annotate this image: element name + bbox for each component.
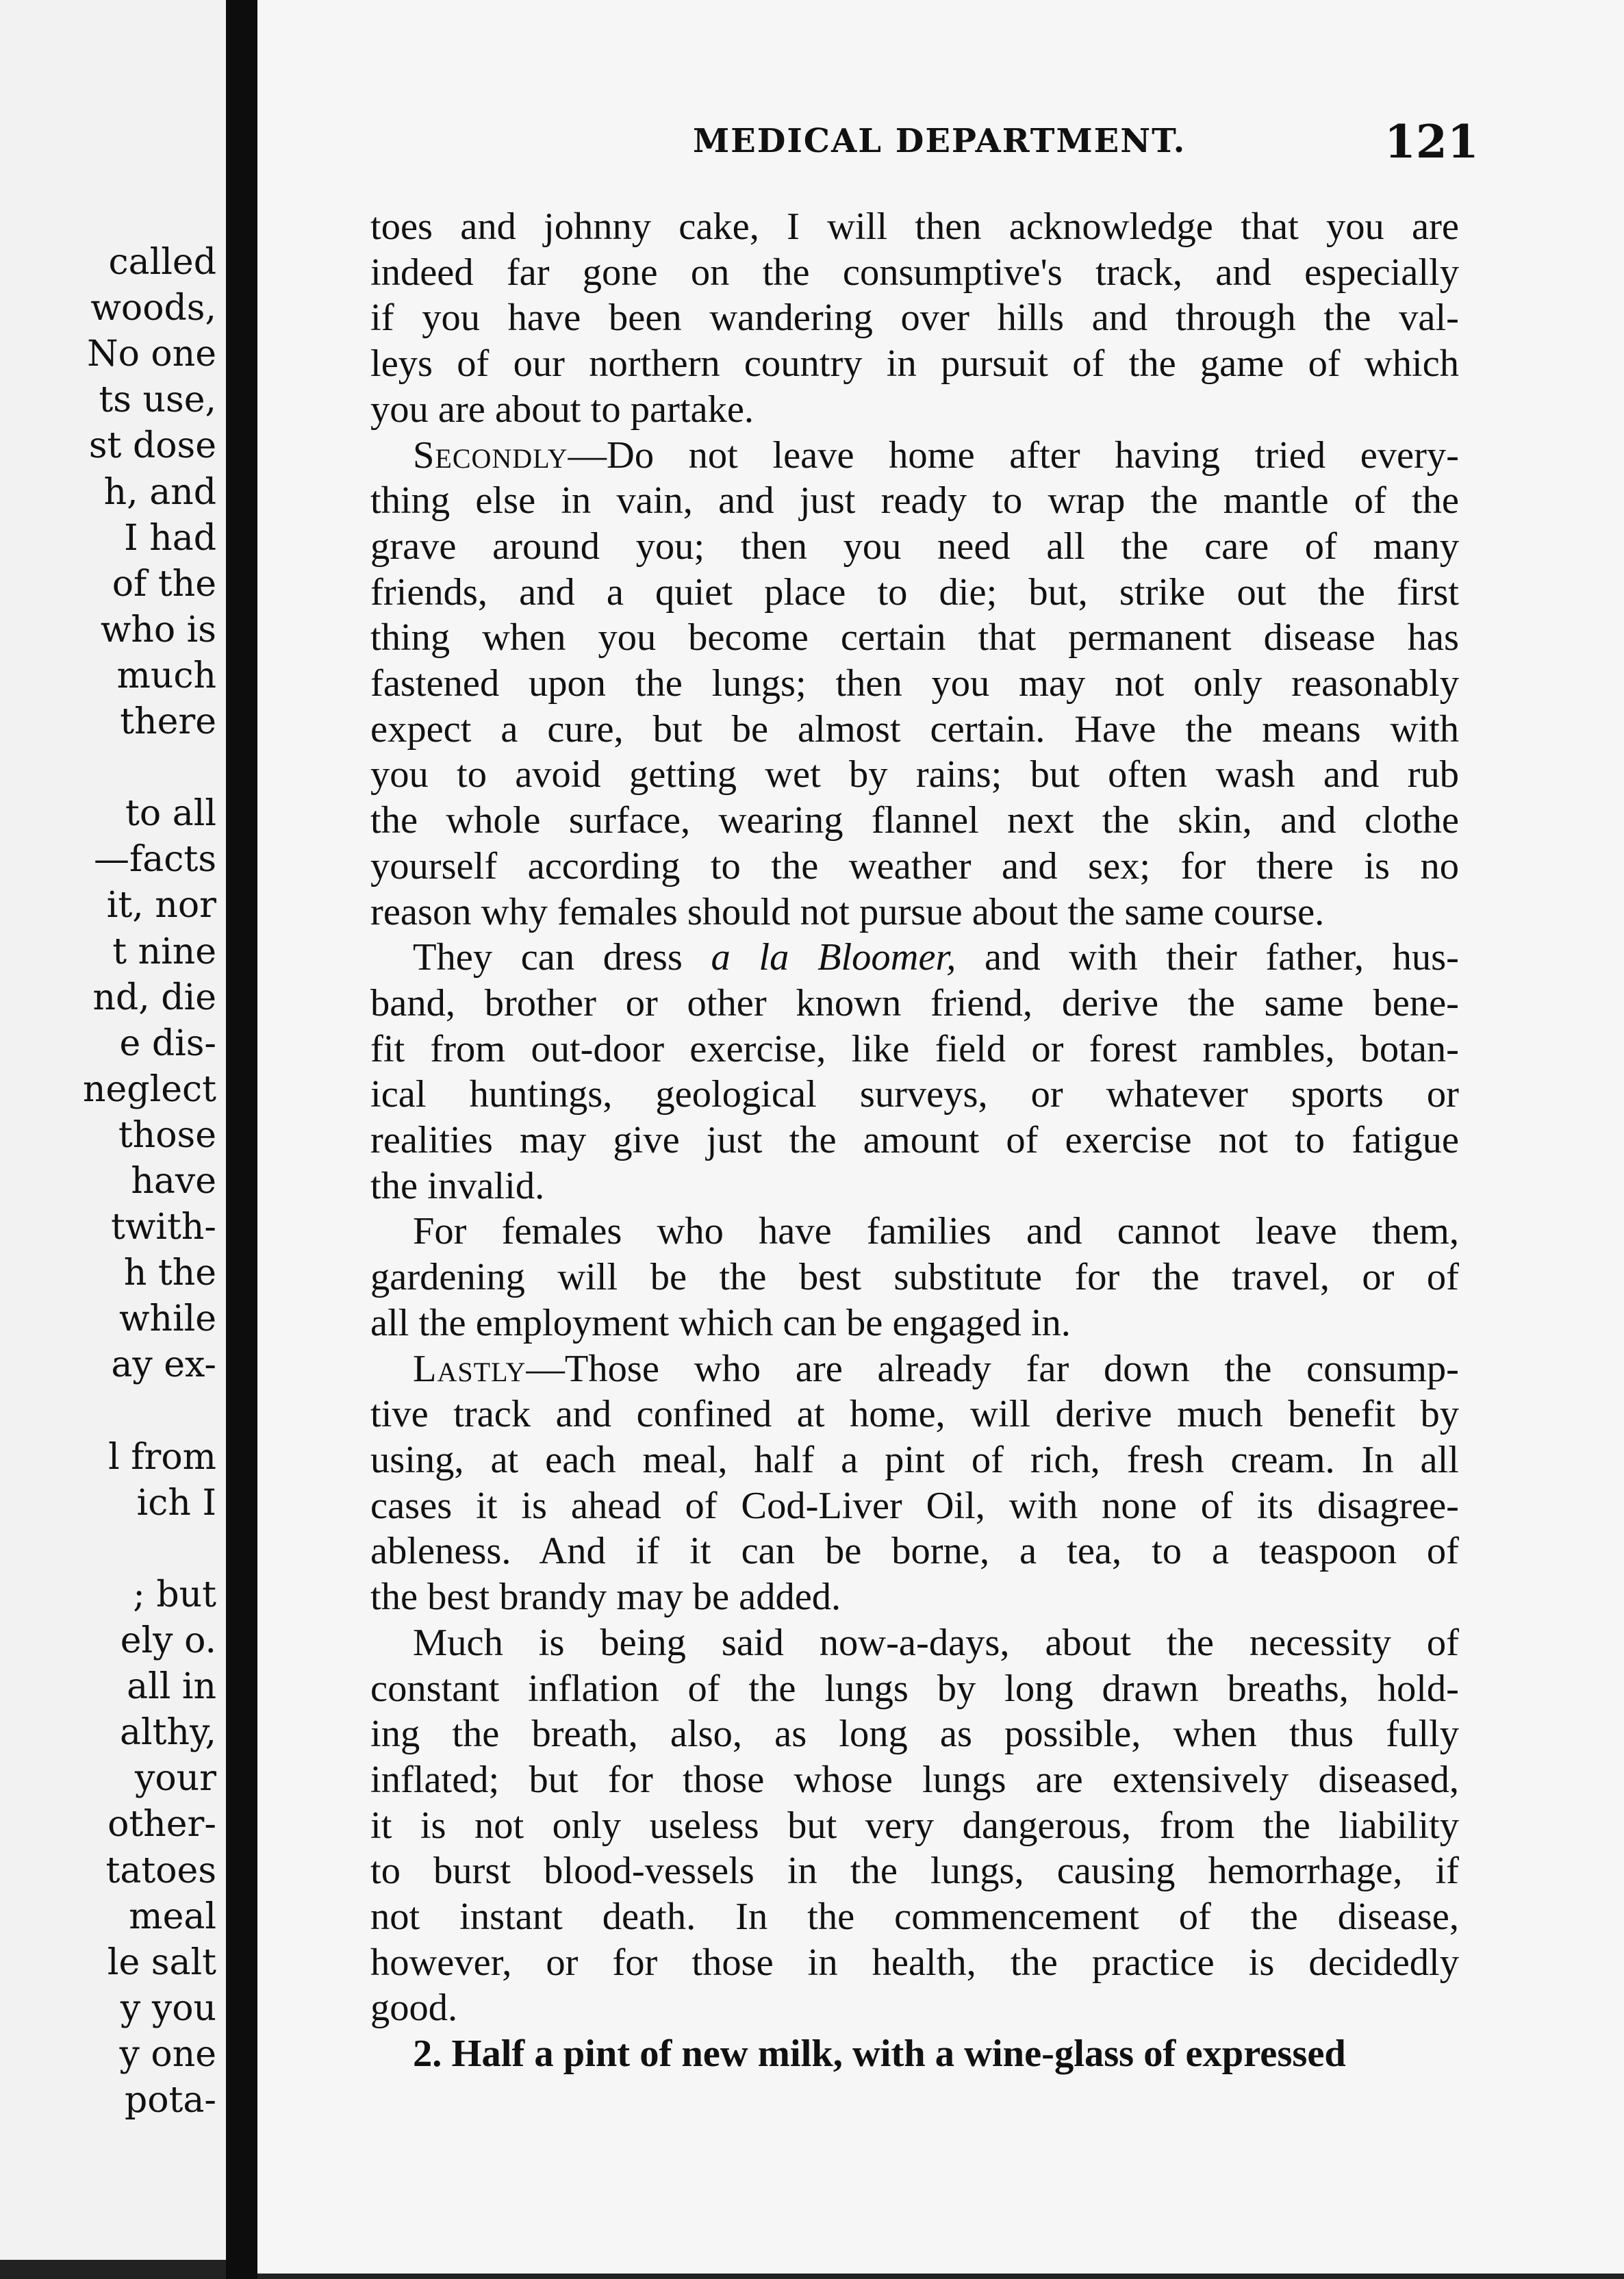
text-line	[370, 1985, 1459, 2031]
left-page-fragment: h the	[123, 1252, 216, 1294]
text-line	[370, 1163, 1459, 1209]
text-line	[370, 295, 1459, 341]
text-line	[370, 1848, 1459, 1894]
line-text: For females who have families and cannot leave them,	[413, 1210, 1459, 1253]
line-text: expect a cure, but be almost certain. Have the means with	[370, 707, 1459, 751]
running-header: MEDICAL DEPARTMENT.	[693, 122, 1187, 160]
text-line	[370, 1072, 1459, 1118]
line-text: ing the breath, also, as long as possible, when thus fully	[370, 1713, 1459, 1756]
line-text: 2. Half a pint of new milk, with a wine-glass of expressed	[413, 2032, 1346, 2076]
book-gutter	[226, 0, 257, 2279]
left-page-fragment: y one	[119, 2033, 216, 2075]
text-line	[370, 570, 1459, 616]
text-line	[370, 1940, 1459, 1986]
line-text: constant inflation of the lungs by long drawn breaths, hold-	[370, 1667, 1459, 1710]
text-line	[370, 433, 1459, 479]
text-line	[370, 890, 1459, 935]
text-line	[370, 1300, 1459, 1346]
text-line	[370, 2031, 1459, 2077]
text-line	[370, 341, 1459, 387]
line-text: —Those who are already far down the consump-	[526, 1347, 1459, 1390]
text-line	[370, 1894, 1459, 1940]
left-page-fragment: to all	[125, 793, 216, 835]
line-text: realities may give just the amount of exercise not to fatigue	[370, 1119, 1459, 1162]
left-page-fragment: it, nor	[106, 885, 216, 927]
text-line	[370, 1620, 1459, 1666]
text-line	[370, 844, 1459, 890]
text-line	[370, 1483, 1459, 1529]
text-line	[370, 707, 1459, 753]
line-text: the whole surface, wearing flannel next the skin, and clothe	[370, 799, 1459, 842]
left-page-fragment: called	[108, 242, 216, 283]
left-page-fragment: pota-	[124, 2080, 216, 2121]
text-line	[370, 1437, 1459, 1483]
text-line	[370, 1346, 1459, 1392]
line-text: to burst blood-vessels in the lungs, causing hemorrhage, if	[370, 1850, 1459, 1893]
text-line	[370, 1666, 1459, 1712]
line-text: fastened upon the lungs; then you may not only reasonably	[370, 662, 1459, 705]
line-text: not instant death. In the commencement of the disease,	[370, 1896, 1459, 1939]
text-line	[370, 661, 1459, 707]
line-text: —Do not leave home after having tried every-	[568, 433, 1459, 477]
line-text: Much is being said now-a-days, about the necessity of	[413, 1621, 1459, 1664]
line-text: band, brother or other known friend, derive the same bene-	[370, 981, 1459, 1024]
line-text: fit from out-door exercise, like field or forest rambles, botan-	[370, 1027, 1459, 1070]
line-text: and with their father, hus-	[956, 936, 1459, 979]
text-line	[370, 1528, 1459, 1574]
left-page-fragment: twith-	[111, 1207, 216, 1248]
left-page-fragment: tatoes	[105, 1850, 216, 1891]
text-line	[370, 981, 1459, 1027]
text-line	[370, 524, 1459, 570]
left-page-fragment: y you	[120, 1987, 216, 2029]
line-text: inflated; but for those whose lungs are extensively diseased,	[370, 1758, 1459, 1801]
line-text: leys of our northern country in pursuit of the game of which	[370, 342, 1459, 386]
line-text: the best brandy may be added.	[370, 1576, 841, 1619]
left-page-fragment: ; but	[133, 1574, 216, 1615]
line-text: the invalid.	[370, 1164, 545, 1207]
left-page-fragment: nd, die	[92, 977, 216, 1018]
text-line	[370, 1574, 1459, 1620]
text-line	[370, 615, 1459, 661]
line-text: you are about to partake.	[370, 388, 754, 431]
left-page-fragment: neglect	[83, 1068, 216, 1110]
text-line	[370, 1209, 1459, 1255]
line-text: using, at each meal, half a pint of rich, fresh cream. In all	[370, 1438, 1459, 1481]
text-line	[370, 1255, 1459, 1300]
line-text: however, or for those in health, the practice is decidedly	[370, 1941, 1459, 1984]
text-line	[370, 1803, 1459, 1849]
left-page-fragment: ay ex-	[111, 1344, 216, 1386]
line-text: tive track and confined at home, will derive much benefit by	[370, 1393, 1459, 1436]
text-line	[370, 935, 1459, 981]
line-prefix: They can dress	[413, 936, 711, 979]
left-page-fragment: ts use,	[99, 379, 216, 421]
text-line	[370, 1027, 1459, 1072]
text-line	[370, 798, 1459, 844]
left-page-fragment: e dis-	[119, 1022, 216, 1064]
line-text: indeed far gone on the consumptive's track, and especially	[370, 251, 1459, 294]
left-page-fragment: of the	[112, 563, 216, 605]
line-text: grave around you; then you need all the care of many	[370, 525, 1459, 568]
line-text: you to avoid getting wet by rains; but often wash and rub	[370, 753, 1459, 796]
left-page-fragment: all in	[127, 1666, 216, 1708]
left-page-fragment: —facts	[94, 839, 216, 881]
line-text: all the employment which can be engaged in.	[370, 1301, 1071, 1344]
left-page-fragment: meal	[129, 1896, 216, 1937]
text-line	[370, 387, 1459, 433]
left-page-fragment: have	[131, 1161, 216, 1202]
left-page-fragment: No one	[87, 333, 216, 375]
line-text: thing when you become certain that permanent disease has	[370, 616, 1459, 659]
body-text	[370, 204, 1459, 2077]
left-page-fragment: ely o.	[120, 1620, 216, 1661]
line-text: thing else in vain, and just ready to wrap the mantle of the	[370, 479, 1459, 522]
left-page	[0, 0, 226, 2260]
left-page-fragment: althy,	[119, 1712, 216, 1754]
left-page-fragment: much	[116, 655, 216, 696]
right-page	[257, 0, 1624, 2274]
left-page-fragment: st dose	[88, 425, 216, 467]
text-line	[370, 204, 1459, 250]
left-page-fragment: your	[134, 1758, 216, 1800]
left-page-fragment: h, and	[103, 471, 216, 513]
page-number: 121	[1384, 115, 1479, 168]
text-line	[370, 752, 1459, 798]
left-page-fragment: while	[118, 1298, 216, 1340]
line-text: ableness. And if it can be borne, a tea, to a teaspoon of	[370, 1530, 1459, 1573]
line-text: ical huntings, geological surveys, or whatever sports or	[370, 1073, 1459, 1116]
left-page-fragment: other-	[107, 1804, 216, 1846]
section-lead: Secondly	[413, 433, 568, 477]
line-text: good.	[370, 1987, 458, 2030]
text-line	[370, 250, 1459, 296]
line-text: reason why females should not pursue about the same course.	[370, 890, 1325, 933]
line-text: toes and johnny cake, I will then acknowledge that you are	[370, 205, 1459, 248]
text-line	[370, 1392, 1459, 1437]
line-text: gardening will be the best substitute for the travel, or of	[370, 1256, 1459, 1299]
section-lead: Lastly	[413, 1347, 526, 1390]
left-page-fragment: l from	[108, 1436, 216, 1478]
left-page-fragment: ich I	[136, 1482, 216, 1524]
line-text: friends, and a quiet place to die; but, strike out the first	[370, 570, 1459, 614]
left-page-fragment: t nine	[112, 931, 216, 972]
line-text: if you have been wandering over hills and through the val-	[370, 297, 1459, 340]
left-page-fragment: le salt	[107, 1941, 216, 1983]
text-line	[370, 1711, 1459, 1757]
line-text: it is not only useless but very dangerous, from the liability	[370, 1804, 1459, 1847]
line-text: cases it is ahead of Cod-Liver Oil, with none of its disagree-	[370, 1484, 1459, 1527]
left-page-fragment: woods,	[90, 288, 216, 329]
left-page-fragment: those	[118, 1114, 216, 1156]
left-page-fragment: there	[120, 701, 216, 742]
text-line	[370, 478, 1459, 524]
line-text: yourself according to the weather and sex; for there is no	[370, 844, 1459, 887]
left-page-fragment: who is	[100, 609, 216, 651]
text-line	[370, 1757, 1459, 1803]
text-line	[370, 1118, 1459, 1163]
italic-phrase: a la Bloomer,	[711, 936, 956, 979]
left-page-fragment: I had	[124, 517, 216, 559]
